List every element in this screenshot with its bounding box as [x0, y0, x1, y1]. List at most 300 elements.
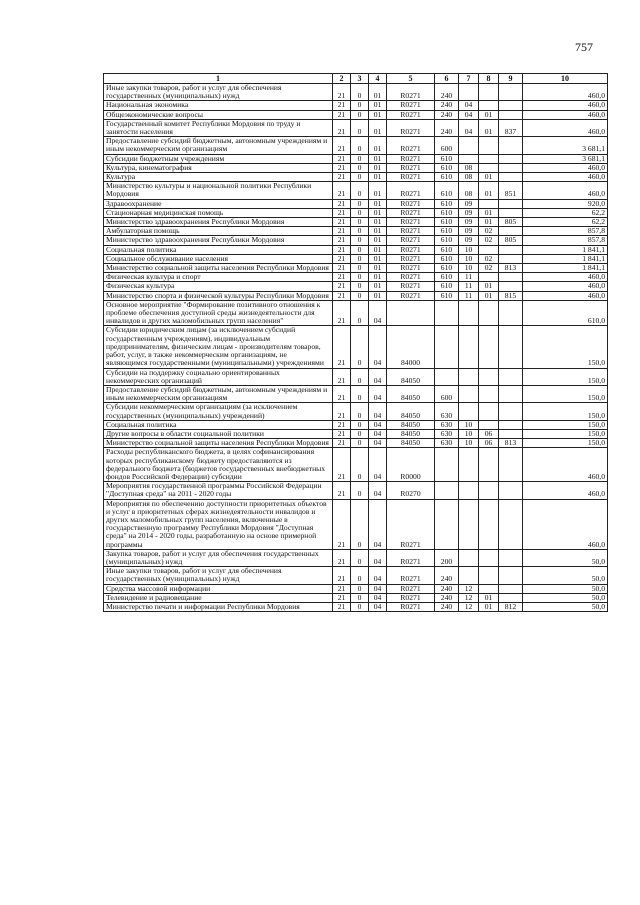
code-cell: 21	[333, 163, 351, 172]
row-name-cell: Министерство спорта и физической культуры Республики Мордовия	[104, 291, 333, 300]
section-cell	[459, 84, 479, 101]
subsection-cell	[479, 420, 499, 429]
code-cell: 21	[333, 173, 351, 182]
code-cell: 01	[369, 119, 387, 136]
code-cell: 0	[351, 199, 369, 208]
code-cell: 21	[333, 448, 351, 482]
code-cell: 0	[351, 84, 369, 101]
code-cell: 01	[369, 182, 387, 199]
amount-cell: 460,0	[523, 499, 608, 549]
ministry-code-cell	[499, 101, 523, 110]
target-article-cell: R0271	[387, 84, 435, 101]
amount-cell: 150,0	[523, 368, 608, 385]
table-row	[104, 549, 608, 566]
ministry-code-cell	[499, 326, 523, 368]
table-row	[104, 326, 608, 368]
code-cell: 04	[369, 602, 387, 611]
ministry-code-cell	[499, 273, 523, 282]
ministry-code-cell	[499, 173, 523, 182]
amount-cell: 460,0	[523, 173, 608, 182]
subsection-cell	[479, 137, 499, 154]
code-cell: 04	[369, 368, 387, 385]
ministry-code-cell: 805	[499, 236, 523, 245]
section-cell: 11	[459, 291, 479, 300]
target-article-cell: R0000	[387, 448, 435, 482]
table-row	[104, 264, 608, 273]
budget-table	[103, 73, 608, 612]
amount-cell: 150,0	[523, 385, 608, 402]
subsection-cell: 01	[479, 173, 499, 182]
code-cell: 21	[333, 273, 351, 282]
code-cell: 0	[351, 254, 369, 263]
section-cell: 10	[459, 254, 479, 263]
ministry-code-cell: 815	[499, 291, 523, 300]
table-row	[104, 300, 608, 326]
code-cell: 04	[369, 482, 387, 499]
code-cell: 21	[333, 236, 351, 245]
section-cell: 09	[459, 199, 479, 208]
section-cell	[459, 499, 479, 549]
section-cell: 04	[459, 119, 479, 136]
target-article-cell: 84000	[387, 326, 435, 368]
amount-cell: 150,0	[523, 439, 608, 448]
subsection-cell	[479, 567, 499, 584]
section-cell: 08	[459, 182, 479, 199]
subsection-cell	[479, 368, 499, 385]
row-name-cell: Национальная экономика	[104, 101, 333, 110]
table-row	[104, 584, 608, 593]
expense-type-cell: 610	[435, 273, 459, 282]
code-cell: 21	[333, 326, 351, 368]
code-cell: 01	[369, 227, 387, 236]
code-cell: 21	[333, 549, 351, 566]
target-article-cell: R0271	[387, 264, 435, 273]
section-cell: 12	[459, 584, 479, 593]
code-cell: 21	[333, 300, 351, 326]
section-cell	[459, 549, 479, 566]
section-cell	[459, 403, 479, 420]
header-col-4: 4	[369, 74, 387, 84]
subsection-cell	[479, 482, 499, 499]
target-article-cell: R0271	[387, 119, 435, 136]
table-row	[104, 163, 608, 172]
section-cell: 10	[459, 429, 479, 438]
ministry-code-cell	[499, 420, 523, 429]
amount-cell: 857,8	[523, 227, 608, 236]
table-row	[104, 245, 608, 254]
code-cell: 04	[369, 385, 387, 402]
amount-cell: 50,0	[523, 549, 608, 566]
expense-type-cell: 240	[435, 567, 459, 584]
expense-type-cell: 630	[435, 429, 459, 438]
target-article-cell: R0271	[387, 101, 435, 110]
amount-cell: 460,0	[523, 84, 608, 101]
amount-cell: 150,0	[523, 420, 608, 429]
code-cell: 21	[333, 368, 351, 385]
header-col-1: 1	[104, 74, 333, 84]
code-cell: 21	[333, 208, 351, 217]
code-cell: 21	[333, 182, 351, 199]
code-cell: 21	[333, 482, 351, 499]
code-cell: 0	[351, 326, 369, 368]
row-name-cell: Предоставление субсидий бюджетным, автономным учреждениям и иным некоммерческим организациям	[104, 385, 333, 402]
code-cell: 0	[351, 282, 369, 291]
amount-cell: 150,0	[523, 403, 608, 420]
expense-type-cell: 240	[435, 101, 459, 110]
expense-type-cell	[435, 499, 459, 549]
code-cell: 0	[351, 101, 369, 110]
row-name-cell: Министерство здравоохранения Республики Мордовия	[104, 218, 333, 227]
table-row	[104, 84, 608, 101]
ministry-code-cell	[499, 584, 523, 593]
code-cell: 21	[333, 110, 351, 119]
row-name-cell: Мероприятия по обеспечению доступности приоритетных объектов и услуг в приоритетных сферах жизнедеятельности инвалидов и других маломобильных групп населения, включенные в государственную программу Республики Мордовия "Доступная среда" на 2014 - 2020 годы, разработанную на основе примерной программы	[104, 499, 333, 549]
expense-type-cell: 610	[435, 208, 459, 217]
section-cell	[459, 326, 479, 368]
code-cell: 21	[333, 218, 351, 227]
ministry-code-cell	[499, 499, 523, 549]
code-cell: 04	[369, 429, 387, 438]
code-cell: 21	[333, 602, 351, 611]
row-name-cell: Социальная политика	[104, 245, 333, 254]
table-row	[104, 101, 608, 110]
amount-cell: 460,0	[523, 273, 608, 282]
code-cell: 0	[351, 163, 369, 172]
header-col-10: 10	[523, 74, 608, 84]
code-cell: 21	[333, 593, 351, 602]
table-row	[104, 137, 608, 154]
row-name-cell: Средства массовой информации	[104, 584, 333, 593]
row-name-cell: Субсидии на поддержку социально ориентированных некоммерческих организаций	[104, 368, 333, 385]
expense-type-cell	[435, 368, 459, 385]
row-name-cell: Телевидение и радиовещание	[104, 593, 333, 602]
code-cell: 04	[369, 439, 387, 448]
expense-type-cell: 240	[435, 602, 459, 611]
table-header-row	[104, 74, 608, 84]
table-row	[104, 208, 608, 217]
subsection-cell: 02	[479, 236, 499, 245]
code-cell: 01	[369, 163, 387, 172]
code-cell: 21	[333, 403, 351, 420]
code-cell: 0	[351, 245, 369, 254]
header-col-7: 7	[459, 74, 479, 84]
table-row	[104, 291, 608, 300]
section-cell: 11	[459, 282, 479, 291]
row-name-cell: Субсидии некоммерческим организациям (за исключением государственных (муниципальных) учреждений)	[104, 403, 333, 420]
row-name-cell: Иные закупки товаров, работ и услуг для обеспечения государственных (муниципальных) нужд	[104, 84, 333, 101]
amount-cell: 460,0	[523, 448, 608, 482]
table-row	[104, 273, 608, 282]
expense-type-cell: 630	[435, 439, 459, 448]
target-article-cell: R0271	[387, 236, 435, 245]
target-article-cell: R0271	[387, 273, 435, 282]
section-cell	[459, 154, 479, 163]
code-cell: 0	[351, 448, 369, 482]
table-row	[104, 236, 608, 245]
code-cell: 0	[351, 291, 369, 300]
table-row	[104, 119, 608, 136]
table-row	[104, 368, 608, 385]
table-row	[104, 429, 608, 438]
target-article-cell: R0271	[387, 291, 435, 300]
header-col-8: 8	[479, 74, 499, 84]
table-row	[104, 173, 608, 182]
ministry-code-cell: 851	[499, 182, 523, 199]
section-cell	[459, 137, 479, 154]
subsection-cell	[479, 549, 499, 566]
row-name-cell: Предоставление субсидий бюджетным, автономным учреждениям и иным некоммерческим организациям	[104, 137, 333, 154]
ministry-code-cell	[499, 385, 523, 402]
subsection-cell	[479, 101, 499, 110]
expense-type-cell: 610	[435, 264, 459, 273]
ministry-code-cell	[499, 163, 523, 172]
subsection-cell: 01	[479, 110, 499, 119]
code-cell: 21	[333, 245, 351, 254]
subsection-cell: 01	[479, 291, 499, 300]
subsection-cell	[479, 326, 499, 368]
ministry-code-cell	[499, 227, 523, 236]
section-cell: 09	[459, 236, 479, 245]
expense-type-cell: 610	[435, 163, 459, 172]
subsection-cell	[479, 199, 499, 208]
target-article-cell: R0271	[387, 245, 435, 254]
code-cell: 0	[351, 264, 369, 273]
subsection-cell	[479, 300, 499, 326]
amount-cell: 610,0	[523, 300, 608, 326]
ministry-code-cell	[499, 137, 523, 154]
code-cell: 0	[351, 110, 369, 119]
expense-type-cell	[435, 326, 459, 368]
row-name-cell: Закупка товаров, работ и услуг для обеспечения государственных (муниципальных) нужд	[104, 549, 333, 566]
target-article-cell: R0271	[387, 584, 435, 593]
row-name-cell: Министерство печати и информации Республики Мордовия	[104, 602, 333, 611]
target-article-cell: R0271	[387, 173, 435, 182]
row-name-cell: Здравоохранение	[104, 199, 333, 208]
code-cell: 21	[333, 264, 351, 273]
amount-cell: 1 841,1	[523, 245, 608, 254]
page-number: 757	[575, 40, 593, 54]
expense-type-cell: 240	[435, 584, 459, 593]
subsection-cell: 01	[479, 593, 499, 602]
subsection-cell	[479, 154, 499, 163]
section-cell	[459, 567, 479, 584]
amount-cell: 150,0	[523, 326, 608, 368]
code-cell: 21	[333, 199, 351, 208]
code-cell: 01	[369, 264, 387, 273]
ministry-code-cell	[499, 403, 523, 420]
ministry-code-cell	[499, 482, 523, 499]
code-cell: 0	[351, 208, 369, 217]
row-name-cell: Министерство социальной защиты населения Республики Мордовия	[104, 264, 333, 273]
expense-type-cell: 610	[435, 291, 459, 300]
row-name-cell: Субсидии бюджетным учреждениям	[104, 154, 333, 163]
subsection-cell: 01	[479, 282, 499, 291]
code-cell: 04	[369, 448, 387, 482]
ministry-code-cell: 813	[499, 264, 523, 273]
code-cell: 04	[369, 567, 387, 584]
target-article-cell: 84050	[387, 385, 435, 402]
table-row	[104, 254, 608, 263]
section-cell: 11	[459, 273, 479, 282]
code-cell: 01	[369, 218, 387, 227]
code-cell: 0	[351, 119, 369, 136]
ministry-code-cell	[499, 549, 523, 566]
row-name-cell: Министерство социальной защиты населения Республики Мордовия	[104, 439, 333, 448]
target-article-cell: R0271	[387, 137, 435, 154]
table-row	[104, 439, 608, 448]
amount-cell: 460,0	[523, 110, 608, 119]
amount-cell: 460,0	[523, 163, 608, 172]
table-row	[104, 282, 608, 291]
code-cell: 01	[369, 137, 387, 154]
code-cell: 21	[333, 84, 351, 101]
table-row	[104, 199, 608, 208]
code-cell: 21	[333, 420, 351, 429]
code-cell: 0	[351, 593, 369, 602]
amount-cell: 62,2	[523, 218, 608, 227]
section-cell	[459, 385, 479, 402]
target-article-cell: R0271	[387, 182, 435, 199]
code-cell: 0	[351, 403, 369, 420]
code-cell: 21	[333, 584, 351, 593]
target-article-cell: R0270	[387, 482, 435, 499]
section-cell: 12	[459, 593, 479, 602]
header-col-5: 5	[387, 74, 435, 84]
code-cell: 01	[369, 245, 387, 254]
code-cell: 0	[351, 218, 369, 227]
code-cell: 01	[369, 154, 387, 163]
code-cell: 01	[369, 199, 387, 208]
target-article-cell: R0271	[387, 208, 435, 217]
code-cell: 0	[351, 273, 369, 282]
subsection-cell	[479, 245, 499, 254]
amount-cell: 50,0	[523, 602, 608, 611]
target-article-cell: 84050	[387, 403, 435, 420]
expense-type-cell: 240	[435, 84, 459, 101]
row-name-cell: Другие вопросы в области социальной политики	[104, 429, 333, 438]
amount-cell: 50,0	[523, 567, 608, 584]
expense-type-cell: 200	[435, 549, 459, 566]
code-cell: 21	[333, 101, 351, 110]
section-cell	[459, 448, 479, 482]
ministry-code-cell	[499, 154, 523, 163]
expense-type-cell: 240	[435, 110, 459, 119]
code-cell: 04	[369, 499, 387, 549]
code-cell: 01	[369, 282, 387, 291]
table-row	[104, 110, 608, 119]
code-cell: 01	[369, 110, 387, 119]
section-cell: 08	[459, 163, 479, 172]
target-article-cell: R0271	[387, 549, 435, 566]
row-name-cell: Иные закупки товаров, работ и услуг для обеспечения государственных (муниципальных) нужд	[104, 567, 333, 584]
subsection-cell	[479, 273, 499, 282]
subsection-cell: 02	[479, 254, 499, 263]
amount-cell: 3 681,1	[523, 154, 608, 163]
amount-cell: 857,8	[523, 236, 608, 245]
target-article-cell: 84050	[387, 429, 435, 438]
row-name-cell: Основное мероприятие "Формирование позитивного отношения к проблеме обеспечения доступной среды жизнедеятельности для инвалидов и других маломобильных групп населения"	[104, 300, 333, 326]
code-cell: 0	[351, 420, 369, 429]
table-row	[104, 420, 608, 429]
table-row	[104, 385, 608, 402]
section-cell	[459, 300, 479, 326]
code-cell: 0	[351, 567, 369, 584]
code-cell: 01	[369, 236, 387, 245]
section-cell: 09	[459, 208, 479, 217]
amount-cell: 460,0	[523, 101, 608, 110]
expense-type-cell	[435, 300, 459, 326]
subsection-cell: 01	[479, 602, 499, 611]
row-name-cell: Амбулаторная помощь	[104, 227, 333, 236]
amount-cell: 1 841,1	[523, 264, 608, 273]
row-name-cell: Культура	[104, 173, 333, 182]
row-name-cell: Физическая культура	[104, 282, 333, 291]
code-cell: 0	[351, 385, 369, 402]
target-article-cell: R0271	[387, 199, 435, 208]
expense-type-cell: 240	[435, 593, 459, 602]
subsection-cell: 02	[479, 227, 499, 236]
expense-type-cell: 610	[435, 254, 459, 263]
code-cell: 0	[351, 584, 369, 593]
code-cell: 04	[369, 584, 387, 593]
table-row	[104, 448, 608, 482]
target-article-cell: 84050	[387, 420, 435, 429]
code-cell: 0	[351, 549, 369, 566]
code-cell: 0	[351, 429, 369, 438]
subsection-cell: 02	[479, 264, 499, 273]
expense-type-cell: 610	[435, 245, 459, 254]
section-cell: 10	[459, 439, 479, 448]
ministry-code-cell	[499, 448, 523, 482]
code-cell: 0	[351, 602, 369, 611]
row-name-cell: Социальная политика	[104, 420, 333, 429]
ministry-code-cell: 813	[499, 439, 523, 448]
expense-type-cell	[435, 482, 459, 499]
target-article-cell: R0271	[387, 567, 435, 584]
section-cell	[459, 482, 479, 499]
code-cell: 04	[369, 326, 387, 368]
ministry-code-cell: 812	[499, 602, 523, 611]
header-col-6: 6	[435, 74, 459, 84]
code-cell: 01	[369, 273, 387, 282]
code-cell: 21	[333, 429, 351, 438]
code-cell: 01	[369, 173, 387, 182]
code-cell: 21	[333, 254, 351, 263]
subsection-cell	[479, 499, 499, 549]
subsection-cell: 01	[479, 182, 499, 199]
expense-type-cell	[435, 448, 459, 482]
subsection-cell	[479, 403, 499, 420]
ministry-code-cell	[499, 593, 523, 602]
target-article-cell: R0271	[387, 593, 435, 602]
code-cell: 21	[333, 291, 351, 300]
target-article-cell: 84050	[387, 368, 435, 385]
expense-type-cell: 610	[435, 218, 459, 227]
target-article-cell: R0271	[387, 154, 435, 163]
expense-type-cell: 630	[435, 403, 459, 420]
target-article-cell: R0271	[387, 602, 435, 611]
amount-cell: 920,0	[523, 199, 608, 208]
target-article-cell: R0271	[387, 499, 435, 549]
target-article-cell: R0271	[387, 218, 435, 227]
section-cell	[459, 368, 479, 385]
amount-cell: 460,0	[523, 291, 608, 300]
subsection-cell: 06	[479, 429, 499, 438]
ministry-code-cell	[499, 254, 523, 263]
ministry-code-cell	[499, 199, 523, 208]
subsection-cell	[479, 584, 499, 593]
expense-type-cell: 610	[435, 182, 459, 199]
